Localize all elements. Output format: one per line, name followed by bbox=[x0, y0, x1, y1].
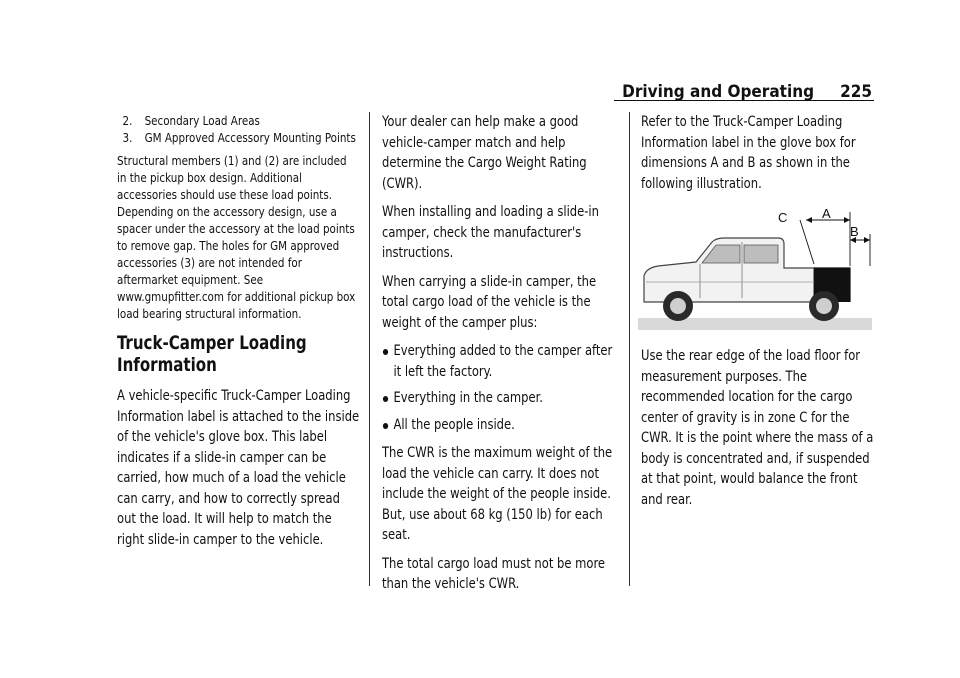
label-b: B bbox=[850, 224, 859, 239]
truck-drawing bbox=[638, 206, 872, 332]
paragraph: When installing and loading a slide-in camper, check the manufacturer's instructions. bbox=[382, 203, 599, 261]
paragraph: The total cargo load must not be more than the vehicle's CWR. bbox=[382, 554, 606, 592]
section-heading: Truck-Camper Loading Information bbox=[117, 332, 307, 376]
structural-members-paragraph: Structural members (1) and (2) are included in the pickup box design. Additional accessories should use these load points. Depending on the accessory design, use a spacer under the accessory at the load points to remove gap. The holes for GM approved accessories (3) are not intended for aftermarket equipment. See www.gmupfitter.com for additional pickup box load bearing structural information. bbox=[117, 153, 356, 321]
rear-window bbox=[744, 245, 778, 263]
paragraph: Use the rear edge of the load floor for measurement purposes. The recommended location for the cargo center of gravity is in zone C for the CWR. It is the point where the mass of a body is concentrated and, if suspended at that point, would balance the front and rear. bbox=[641, 347, 874, 508]
label-c: C bbox=[778, 210, 788, 225]
list-text: GM Approved Accessory Mounting Points bbox=[144, 130, 356, 145]
bullet-list bbox=[382, 341, 621, 435]
body-text bbox=[117, 386, 360, 550]
small-text-block bbox=[117, 112, 356, 322]
bullet-item: Everything in the camper. bbox=[382, 388, 621, 409]
paragraph: The CWR is the maximum weight of the load the vehicle can carry. It does not include the weight of the people inside. But, use about 68 kg (150 lb) for each seat. bbox=[382, 444, 613, 543]
list-text: Secondary Load Areas bbox=[144, 113, 260, 128]
truck-illustration bbox=[638, 206, 872, 332]
body-text bbox=[382, 112, 621, 595]
list-number: 3. bbox=[122, 130, 133, 145]
paragraph: Refer to the Truck-Camper Loading Information label in the glove box for dimensions A and B as shown in the following illustration. bbox=[641, 113, 856, 192]
numbered-list bbox=[117, 112, 356, 146]
column-2 bbox=[382, 112, 622, 603]
list-item bbox=[117, 129, 356, 146]
column-3 bbox=[641, 112, 881, 518]
bullet-item: All the people inside. bbox=[382, 415, 621, 436]
bullet-item: Everything added to the camper after it left the factory. bbox=[382, 341, 621, 382]
label-a: A bbox=[822, 206, 831, 221]
list-number: 2. bbox=[122, 113, 133, 128]
column-1 bbox=[117, 112, 360, 558]
body-text bbox=[641, 112, 880, 194]
page-number: 225 bbox=[840, 82, 872, 102]
header-rule bbox=[614, 100, 874, 101]
list-item bbox=[117, 112, 356, 129]
paragraph: When carrying a slide-in camper, the total cargo load of the vehicle is the weight of the camper plus: bbox=[382, 272, 597, 331]
body-text bbox=[641, 346, 880, 510]
paragraph: Your dealer can help make a good vehicle-camper match and help determine the Cargo Weight Rating (CWR). bbox=[382, 113, 587, 192]
page-header bbox=[622, 82, 872, 102]
column-divider-2 bbox=[629, 112, 630, 586]
section-title: Driving and Operating bbox=[622, 82, 815, 102]
truck-camper-paragraph: A vehicle-specific Truck-Camper Loading Information label is attached to the inside of the vehicle's glove box. This label indicates if a slide-in camper can be carried, how much of a load the vehicle can carry, and how to correctly spread out the load. It will help to match the right slide-in camper to the vehicle. bbox=[117, 387, 360, 548]
